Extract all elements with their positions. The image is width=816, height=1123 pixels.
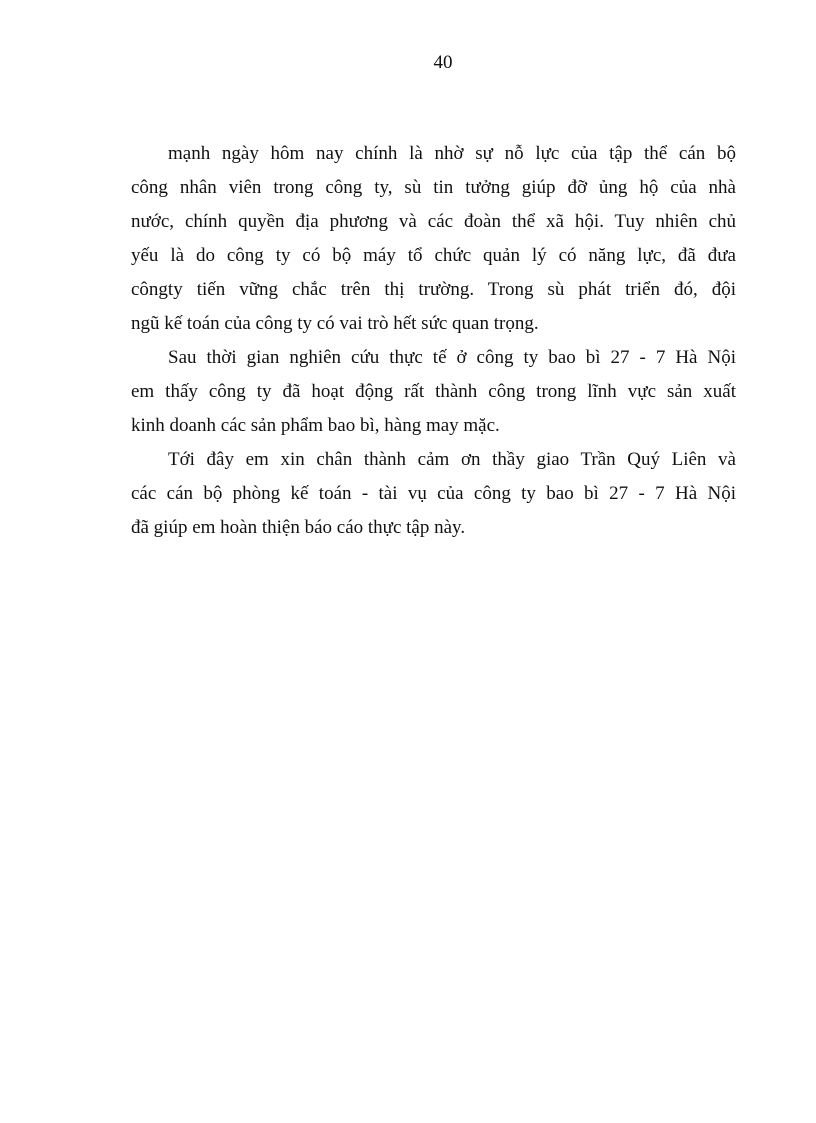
text-line: các cán bộ phòng kế toán - tài vụ của công ty bao bì 27 - 7 Hà Nội: [131, 483, 736, 504]
page-number: 40: [433, 52, 453, 73]
paragraph-3: [131, 443, 736, 545]
text-line: kinh doanh các sản phẩm bao bì, hàng may mặc.: [131, 415, 500, 436]
text-line: đã giúp em hoàn thiện báo cáo thực tập này.: [131, 517, 466, 538]
text-line: Tới đây em xin chân thành cảm ơn thầy giao Trần Quý Liên và: [168, 449, 736, 470]
text-line: ngũ kế toán của công ty có vai trò hết sức quan trọng.: [131, 313, 539, 334]
text-line: công nhân viên trong công ty, sù tin tưởng giúp đỡ ủng hộ của nhà: [131, 177, 736, 198]
text-line: Sau thời gian nghiên cứu thực tế ở công ty bao bì 27 - 7 Hà Nội: [168, 347, 736, 368]
text-line: mạnh ngày hôm nay chính là nhờ sự nỗ lực của tập thể cán bộ: [168, 143, 736, 164]
paragraph-2: [131, 341, 736, 443]
paragraph-1: [131, 137, 736, 341]
document-body: [131, 137, 736, 545]
text-line: yếu là do công ty có bộ máy tổ chức quản lý có năng lực, đã đưa: [131, 245, 736, 266]
text-line: em thấy công ty đã hoạt động rất thành công trong lĩnh vực sản xuất: [131, 381, 736, 402]
text-line: nước, chính quyền địa phương và các đoàn thể xã hội. Tuy nhiên chủ: [131, 211, 736, 232]
text-line: côngty tiến vững chắc trên thị trường. Trong sù phát triển đó, đội: [131, 279, 736, 300]
